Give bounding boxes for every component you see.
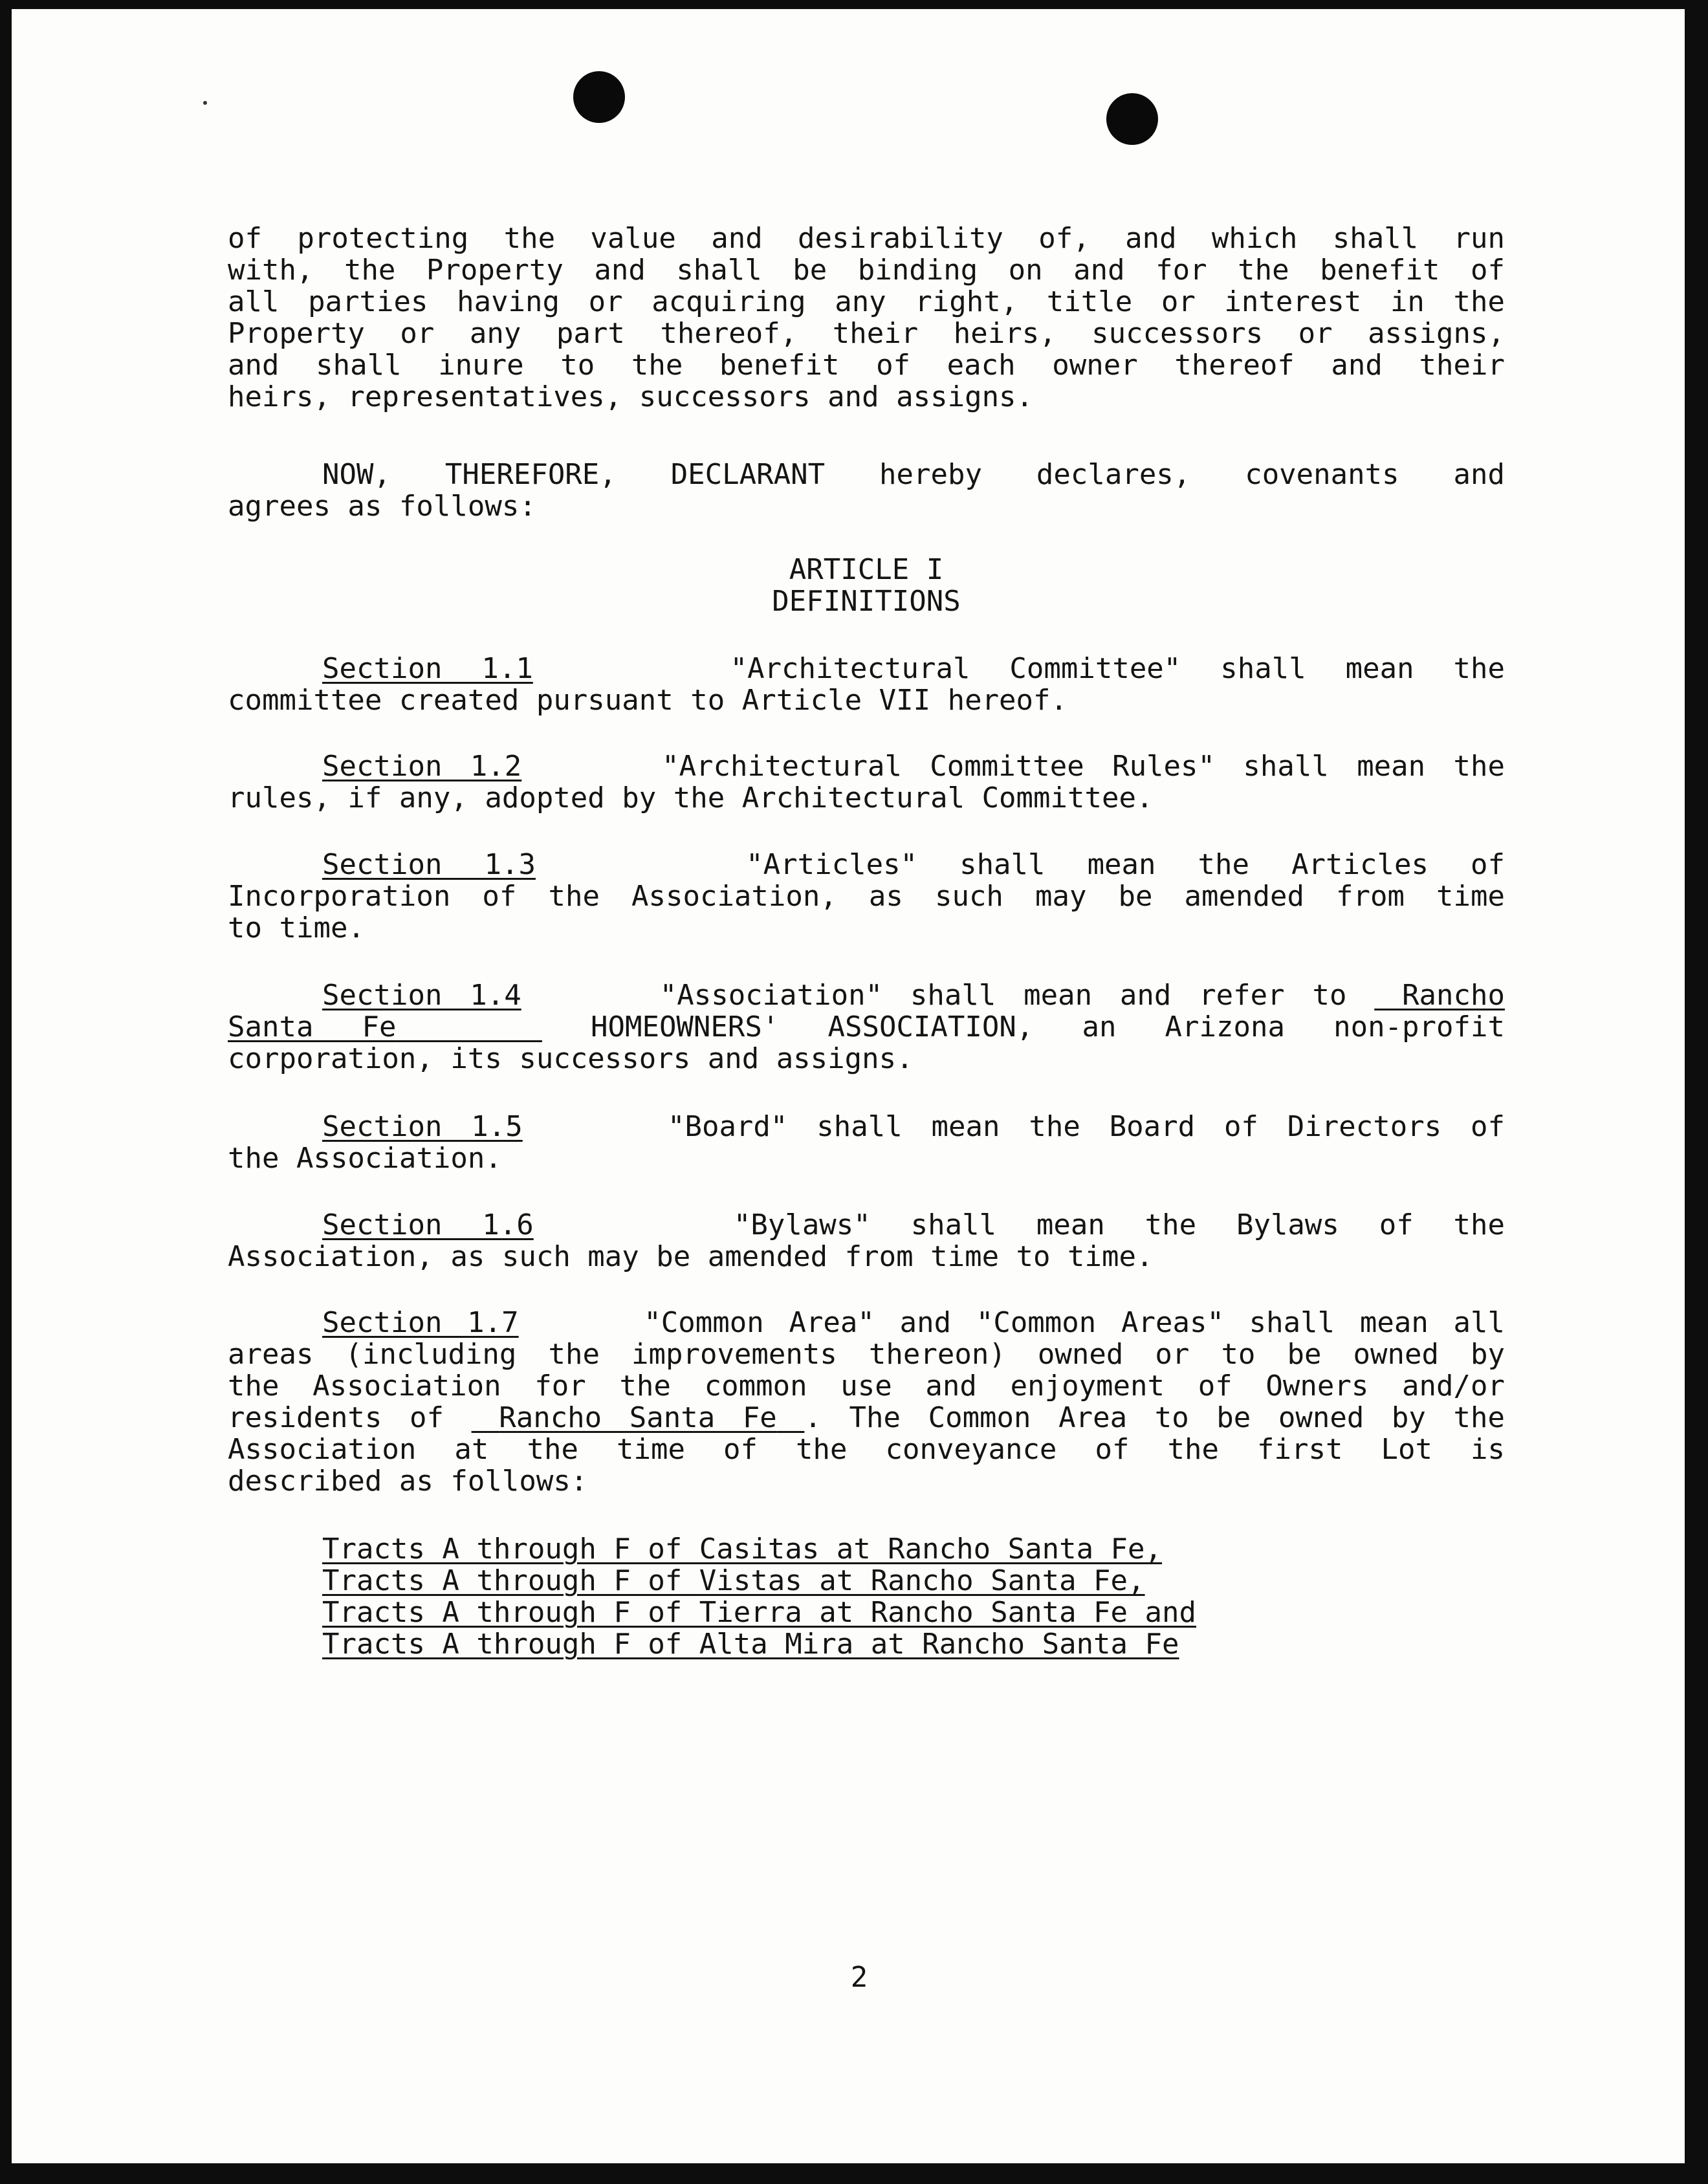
section-text: "Architectural Committee Rules" shall mean the bbox=[662, 750, 1505, 783]
section-1-5-line-1 bbox=[228, 1111, 1505, 1142]
section-text: "Common Area" and "Common Areas" shall mean all bbox=[644, 1306, 1505, 1339]
section-1-2-line-1 bbox=[228, 750, 1505, 782]
intro-line: Property or any part thereof, their heirs, successors or assigns, bbox=[228, 317, 1505, 350]
section-text: "Association" shall mean and refer to bbox=[659, 979, 1347, 1012]
section-1-5 bbox=[228, 1111, 1505, 1174]
tract-item: Tracts A through F of Alta Mira at Rancho Santa Fe bbox=[322, 1628, 1179, 1661]
article-heading-block bbox=[228, 554, 1505, 617]
document-page bbox=[12, 9, 1685, 2163]
now-therefore-paragraph bbox=[228, 459, 1505, 522]
section-text: HOMEOWNERS' ASSOCIATION, an Arizona non-profit bbox=[590, 1010, 1505, 1043]
tract-item: Tracts A through F of Casitas at Rancho Santa Fe, bbox=[322, 1533, 1163, 1566]
article-title: DEFINITIONS bbox=[772, 585, 961, 618]
section-1-7-line-2: areas (including the improvements thereon) owned or to be owned by bbox=[228, 1338, 1505, 1371]
section-text: "Articles" shall mean the Articles of bbox=[746, 848, 1505, 881]
section-text: "Bylaws" shall mean the Bylaws of the bbox=[733, 1208, 1505, 1241]
intro-line: of protecting the value and desirability of, and which shall run bbox=[228, 222, 1505, 255]
section-label: Section 1.5 bbox=[322, 1110, 523, 1143]
section-1-7-line-3: the Association for the common use and enjoyment of Owners and/or bbox=[228, 1370, 1505, 1403]
intro-line: with, the Property and shall be binding on and for the benefit of bbox=[228, 254, 1505, 287]
punch-hole-left bbox=[573, 71, 625, 123]
community-name: Rancho Santa Fe bbox=[499, 1401, 777, 1434]
section-1-7 bbox=[228, 1307, 1505, 1497]
intro-line: all parties having or acquiring any right, title or interest in the bbox=[228, 285, 1505, 318]
section-label: Section 1.2 bbox=[322, 750, 522, 783]
section-1-3-line-2: Incorporation of the Association, as such may be amended from time bbox=[228, 880, 1505, 913]
punch-hole-right bbox=[1106, 93, 1158, 145]
section-1-6 bbox=[228, 1209, 1505, 1272]
section-label: Section 1.7 bbox=[322, 1306, 519, 1339]
section-1-6-line-1 bbox=[228, 1209, 1505, 1241]
section-1-4 bbox=[228, 979, 1505, 1075]
section-1-7-line-1 bbox=[228, 1307, 1505, 1338]
association-name-part-1: Rancho bbox=[1402, 979, 1505, 1012]
section-text: residents of bbox=[228, 1401, 444, 1434]
section-1-7-line-6: described as follows: bbox=[228, 1465, 588, 1498]
now-therefore-line-1: NOW, THEREFORE, DECLARANT hereby declares, covenants and bbox=[322, 458, 1505, 491]
article-heading: ARTICLE I bbox=[789, 553, 944, 586]
section-1-4-line-3: corporation, its successors and assigns. bbox=[228, 1042, 914, 1075]
section-label: Section 1.3 bbox=[322, 848, 536, 881]
section-1-7-line-4 bbox=[228, 1402, 1505, 1434]
section-1-2-line-2: rules, if any, adopted by the Architectural Committee. bbox=[228, 781, 1154, 814]
tracts-list bbox=[322, 1533, 1196, 1660]
now-therefore-line-2: agrees as follows: bbox=[228, 490, 536, 523]
section-label: Section 1.1 bbox=[322, 652, 533, 685]
section-text: "Architectural Committee" shall mean the bbox=[730, 652, 1505, 685]
section-1-6-line-2: Association, as such may be amended from time to time. bbox=[228, 1240, 1154, 1273]
association-name-part-2: Santa Fe bbox=[228, 1010, 397, 1043]
section-1-4-line-2 bbox=[228, 1011, 1505, 1043]
section-1-1-line-2: committee created pursuant to Article VII hereof. bbox=[228, 684, 1068, 717]
section-label: Section 1.4 bbox=[322, 979, 521, 1012]
section-1-3-line-3: to time. bbox=[228, 912, 365, 945]
page-number: 2 bbox=[850, 1961, 868, 1994]
scan-speck bbox=[203, 101, 207, 105]
section-1-2 bbox=[228, 750, 1505, 814]
section-1-3 bbox=[228, 849, 1505, 944]
intro-paragraph bbox=[228, 223, 1505, 413]
section-1-1-line-1 bbox=[228, 653, 1505, 684]
intro-line: heirs, representatives, successors and assigns. bbox=[228, 380, 1034, 413]
section-text: . The Common Area to be owned by the bbox=[804, 1401, 1505, 1434]
section-text: "Board" shall mean the Board of Directors of bbox=[667, 1110, 1505, 1143]
tract-item: Tracts A through F of Tierra at Rancho Santa Fe and bbox=[322, 1596, 1197, 1629]
intro-line: and shall inure to the benefit of each owner thereof and their bbox=[228, 349, 1505, 382]
section-label: Section 1.6 bbox=[322, 1208, 534, 1241]
section-1-5-line-2: the Association. bbox=[228, 1142, 502, 1175]
section-1-4-line-1 bbox=[228, 979, 1505, 1011]
section-1-3-line-1 bbox=[228, 849, 1505, 880]
section-1-1 bbox=[228, 653, 1505, 716]
tract-item: Tracts A through F of Vistas at Rancho Santa Fe, bbox=[322, 1564, 1145, 1597]
section-1-7-line-5: Association at the time of the conveyance of the first Lot is bbox=[228, 1433, 1505, 1466]
